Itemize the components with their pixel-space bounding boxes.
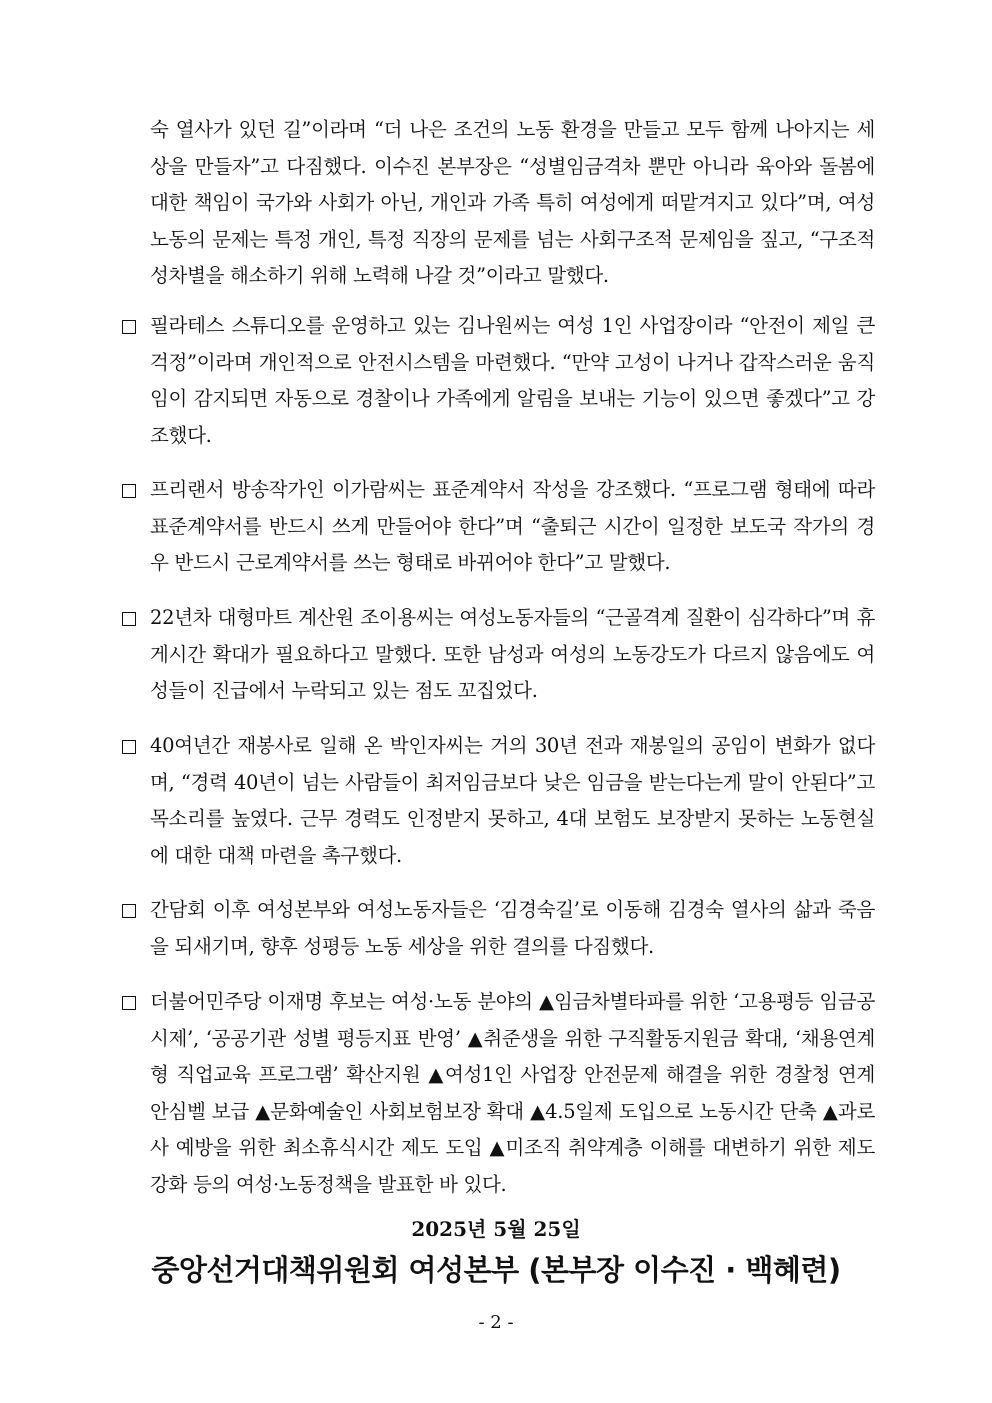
organization-name: 중앙선거대책위원회 여성본부 (본부장 이수진 · 백혜련) (151, 1253, 841, 1287)
checkbox-bullet-icon (122, 320, 136, 334)
paragraph-kim-gyeongsuk-road: 간담회 이후 여성본부와 여성노동자들은 ‘김경숙길’로 이동해 김경숙 열사의 삶과 죽음을 되새기며, 향후 성평등 노동 세상을 위한 결의를 다짐했다. (150, 898, 875, 958)
checkbox-bullet-icon (122, 740, 136, 754)
checkbox-bullet-icon (122, 996, 136, 1010)
paragraph-kim-nawon: 필라테스 스튜디오를 운영하고 있는 김나원씨는 여성 1인 사업장이라 “안전이 제일 큰 걱정”이라며 개인적으로 안전시스템을 마련했다. “만약 고성이 나거나 갑작스러운 움직임이 감지되면 자동으로 경찰이나 가족에게 알림을 보내는 기능이 있으면 좋겠다”고 강조했다. (150, 314, 875, 447)
paragraph-park-inja: 40여년간 재봉사로 일해 온 박인자씨는 거의 30년 전과 재봉일의 공임이 변화가 없다며, “경력 40년이 넘는 사람들이 최저임금보다 낮은 임금을 받는다는게 말이 안된다”고 목소리를 높였다. 근무 경력도 인정받지 못하고, 4대 보험도 보장받지 못하는 노동현실에 대한 대책 마련을 촉구했다. (150, 734, 875, 867)
checkbox-bullet-icon (122, 612, 136, 626)
paragraph-policy-summary: 더불어민주당 이재명 후보는 여성·노동 분야의 ▲임금차별타파를 위한 ‘고용평등 임금공시제’, ‘공공기관 성별 평등지표 반영’ ▲취준생을 위한 구직활동지원금 확대, ‘채용연계형 직업교육 프로그램’ 확산지원 ▲여성1인 사업장 안전문제 해결을 위한 경찰청 연계 안심벨 보급 ▲문화예술인 사회보험보장 확대 ▲4.5일제 도입으로 노동시간 단축 ▲과로사 예방을 위한 최소휴식시간 제도 도입 ▲미조직 취약계층 이해를 대변하기 위한 제도 강화 등의 여성·노동정책을 발표한 바 있다. (150, 990, 875, 1196)
paragraph-lee-garam: 프리랜서 방송작가인 이가람씨는 표준계약서 작성을 강조했다. “프로그램 형태에 따라 표준계약서를 반드시 쓰게 만들어야 한다”며 “출퇴근 시간이 일정한 보도국 작가의 경우 반드시 근로계약서를 쓰는 형태로 바뀌어야 한다”고 말했다. (150, 478, 875, 574)
checkbox-bullet-icon (122, 904, 136, 918)
release-date: 2025년 5월 25일 (411, 1217, 581, 1241)
checkbox-bullet-icon (122, 484, 136, 498)
paragraph-jo-iyong: 22년차 대형마트 계산원 조이용씨는 여성노동자들의 “근골격계 질환이 심각하다”며 휴게시간 확대가 필요하다고 말했다. 또한 남성과 여성의 노동강도가 다르지 않음에도 여성들이 진급에서 누락되고 있는 점도 꼬집었다. (150, 606, 875, 702)
page-number: - 2 - (478, 1312, 514, 1333)
paragraph-intro-continued: 숙 열사가 있던 길”이라며 “더 나은 조건의 노동 환경을 만들고 모두 함께 나아지는 세상을 만들자”고 다짐했다. 이수진 본부장은 “성별임금격차 뿐만 아니라 육아와 돌봄에 대한 책임이 국가와 사회가 아닌, 개인과 가족 특히 여성에게 떠맡겨지고 있다”며, 여성노동의 문제는 특정 개인, 특정 직장의 문제를 넘는 사회구조적 문제임을 짚고, “구조적 성차별을 해소하기 위해 노력해 나갈 것”이라고 말했다. (150, 118, 875, 287)
